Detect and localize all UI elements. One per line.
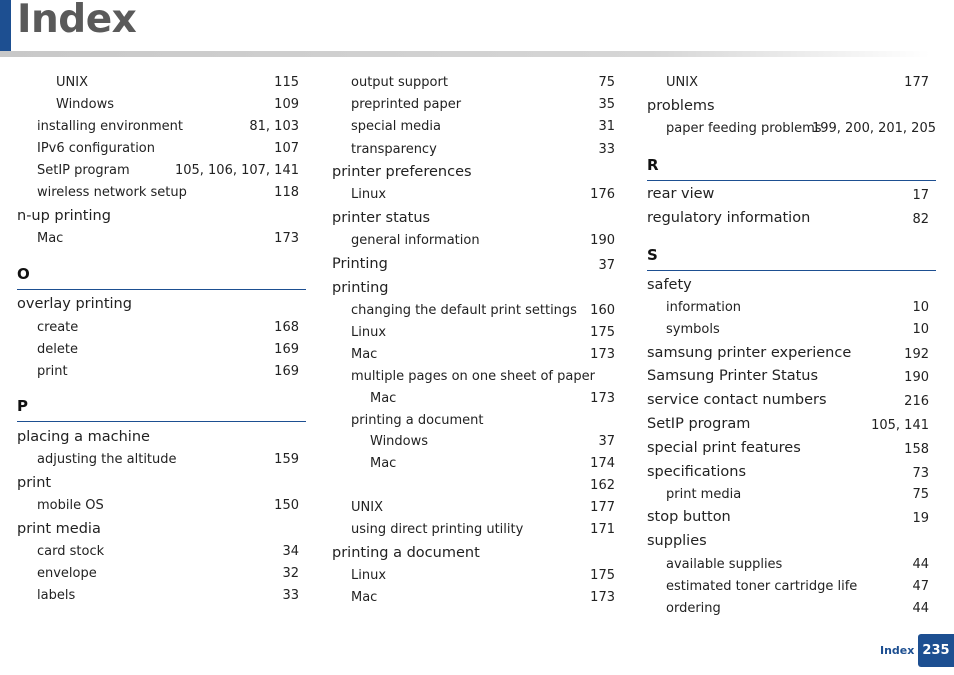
index-entry[interactable] xyxy=(17,544,306,564)
index-entry[interactable] xyxy=(332,325,615,345)
entry-label: Printing xyxy=(332,256,388,272)
index-entry[interactable] xyxy=(332,347,615,367)
section-divider xyxy=(647,180,936,181)
index-heading xyxy=(332,164,615,184)
index-entry[interactable] xyxy=(332,256,615,276)
entry-pages: 37 xyxy=(598,434,615,449)
entry-label: UNIX xyxy=(666,75,698,90)
entry-pages: 158 xyxy=(904,442,929,457)
index-entry[interactable] xyxy=(17,185,306,205)
entry-pages: 73 xyxy=(912,466,929,481)
entry-pages: 33 xyxy=(282,588,299,603)
entry-label: wireless network setup xyxy=(37,185,187,200)
index-entry[interactable] xyxy=(647,579,936,599)
page-title: Index xyxy=(17,0,137,42)
entry-pages: 31 xyxy=(598,119,615,134)
entry-label: Windows xyxy=(370,434,429,449)
index-entry[interactable] xyxy=(17,452,306,472)
index-entry[interactable] xyxy=(332,456,615,476)
entry-label: estimated toner cartridge life xyxy=(666,579,858,594)
entry-label: symbols xyxy=(666,322,720,337)
entry-pages: 199, 200, 201, 205 xyxy=(811,121,936,136)
entry-label: print media xyxy=(17,521,101,537)
entry-pages: 107 xyxy=(274,141,299,156)
index-heading xyxy=(17,521,306,541)
index-entry[interactable] xyxy=(647,345,936,365)
index-entry[interactable] xyxy=(332,97,615,117)
entry-pages: 175 xyxy=(590,325,615,340)
index-heading xyxy=(17,475,306,495)
entry-pages: 10 xyxy=(912,300,929,315)
index-heading xyxy=(17,208,306,228)
index-entry[interactable] xyxy=(647,368,936,388)
entry-label: n-up printing xyxy=(17,208,111,224)
entry-pages: 173 xyxy=(590,590,615,605)
entry-label: Samsung Printer Status xyxy=(647,368,819,384)
entry-pages: 174 xyxy=(590,456,615,471)
entry-pages: 190 xyxy=(590,233,615,248)
entry-label: safety xyxy=(647,277,692,293)
entry-label: card stock xyxy=(37,544,105,559)
entry-label: adjusting the altitude xyxy=(37,452,177,467)
entry-label: multiple pages on one sheet of paper xyxy=(351,369,595,384)
entry-pages: 44 xyxy=(912,557,929,572)
index-entry[interactable] xyxy=(332,391,615,411)
entry-label: using direct printing utility xyxy=(351,522,524,537)
footer-label: Index xyxy=(880,644,915,657)
entry-pages: 216 xyxy=(904,394,929,409)
entry-label: mobile OS xyxy=(37,498,104,513)
entry-label: create xyxy=(37,320,79,335)
entry-label: Windows xyxy=(56,97,115,112)
index-heading xyxy=(332,280,615,300)
entry-pages: 162 xyxy=(590,478,615,493)
index-entry[interactable] xyxy=(17,364,306,384)
section-divider xyxy=(17,289,306,290)
index-entry[interactable] xyxy=(332,233,615,253)
section-divider xyxy=(647,270,936,271)
entry-label: output support xyxy=(351,75,448,90)
section-divider xyxy=(17,421,306,422)
entry-pages: 75 xyxy=(912,487,929,502)
entry-label: general information xyxy=(351,233,480,248)
entry-label: printing xyxy=(332,280,389,296)
entry-label: special media xyxy=(351,119,441,134)
entry-pages: 160 xyxy=(590,303,615,318)
entry-pages: 190 xyxy=(904,370,929,385)
index-entry[interactable] xyxy=(332,478,615,498)
entry-label: SetIP program xyxy=(647,416,751,432)
index-entry[interactable] xyxy=(647,487,936,507)
index-entry[interactable] xyxy=(647,464,936,484)
entry-pages: 177 xyxy=(590,500,615,515)
index-heading xyxy=(332,369,615,389)
index-entry[interactable] xyxy=(647,300,936,320)
index-entry[interactable] xyxy=(647,416,936,436)
entry-pages: 159 xyxy=(274,452,299,467)
page-number-badge: 235 xyxy=(918,634,954,667)
entry-label: samsung printer experience xyxy=(647,345,852,361)
index-entry[interactable] xyxy=(647,210,936,230)
entry-label: delete xyxy=(37,342,78,357)
entry-label: installing environment xyxy=(37,119,183,134)
entry-pages: 81, 103 xyxy=(249,119,299,134)
entry-pages: 175 xyxy=(590,568,615,583)
entry-label: specifications xyxy=(647,464,747,480)
entry-label: Mac xyxy=(351,590,378,605)
section-letter-p: P xyxy=(17,397,28,415)
entry-label: print xyxy=(17,475,52,491)
index-heading xyxy=(332,413,615,433)
entry-label: regulatory information xyxy=(647,210,811,226)
entry-pages: 35 xyxy=(598,97,615,112)
entry-label: changing the default print settings xyxy=(351,303,577,318)
index-entry[interactable] xyxy=(17,320,306,340)
index-entry[interactable] xyxy=(332,142,615,162)
entry-pages: 105, 106, 107, 141 xyxy=(174,163,299,178)
entry-label: printer status xyxy=(332,210,431,226)
entry-label: transparency xyxy=(351,142,437,157)
entry-pages: 19 xyxy=(912,511,929,526)
entry-label: information xyxy=(666,300,742,315)
index-entry[interactable] xyxy=(17,141,306,161)
entry-pages: 47 xyxy=(912,579,929,594)
index-entry[interactable] xyxy=(332,303,615,323)
index-entry[interactable] xyxy=(332,568,615,588)
entry-pages: 169 xyxy=(274,342,299,357)
entry-label: stop button xyxy=(647,509,731,525)
index-entry[interactable] xyxy=(647,440,936,460)
index-heading xyxy=(17,296,306,316)
entry-pages: 105, 141 xyxy=(871,418,929,433)
entry-label: IPv6 configuration xyxy=(37,141,156,156)
entry-pages: 118 xyxy=(274,185,299,200)
entry-label: Linux xyxy=(351,568,387,583)
index-entry[interactable] xyxy=(17,566,306,586)
index-heading xyxy=(332,210,615,230)
entry-label: printing a document xyxy=(351,413,484,428)
entry-pages: 192 xyxy=(904,347,929,362)
entry-label: ordering xyxy=(666,601,721,616)
entry-label: print xyxy=(37,364,68,379)
entry-label: Linux xyxy=(351,187,387,202)
entry-label: SetIP program xyxy=(37,163,130,178)
entry-pages: 177 xyxy=(904,75,929,90)
index-entry[interactable] xyxy=(332,75,615,95)
entry-pages: 115 xyxy=(274,75,299,90)
entry-pages: 10 xyxy=(912,322,929,337)
entry-pages: 34 xyxy=(282,544,299,559)
index-heading xyxy=(17,429,306,449)
entry-pages: 82 xyxy=(912,212,929,227)
entry-label: Mac xyxy=(351,347,378,362)
entry-label: overlay printing xyxy=(17,296,132,312)
index-entry[interactable] xyxy=(17,342,306,362)
index-entry[interactable] xyxy=(647,392,936,412)
entry-pages: 169 xyxy=(274,364,299,379)
entry-pages: 17 xyxy=(912,188,929,203)
index-entry[interactable] xyxy=(332,187,615,207)
entry-label: paper feeding problems xyxy=(666,121,822,136)
index-entry[interactable] xyxy=(17,588,306,608)
entry-label: available supplies xyxy=(666,557,783,572)
index-entry[interactable] xyxy=(17,97,306,117)
index-entry[interactable] xyxy=(647,322,936,342)
entry-pages: 109 xyxy=(274,97,299,112)
entry-label: preprinted paper xyxy=(351,97,462,112)
entry-pages: 37 xyxy=(598,258,615,273)
index-heading xyxy=(647,533,936,553)
index-heading xyxy=(332,545,615,565)
index-entry[interactable] xyxy=(17,498,306,518)
entry-pages: 173 xyxy=(590,347,615,362)
index-entry[interactable] xyxy=(647,186,936,206)
entry-label: UNIX xyxy=(56,75,88,90)
entry-pages: 32 xyxy=(282,566,299,581)
index-entry[interactable] xyxy=(332,522,615,542)
entry-label: special print features xyxy=(647,440,801,456)
entry-label: Mac xyxy=(370,391,397,406)
index-entry[interactable] xyxy=(17,231,306,251)
index-entry[interactable] xyxy=(647,121,936,141)
entry-label: Linux xyxy=(351,325,387,340)
index-entry[interactable] xyxy=(17,119,306,139)
entry-label: labels xyxy=(37,588,76,603)
index-entry[interactable] xyxy=(17,75,306,95)
title-accent-bar xyxy=(0,0,11,54)
index-entry[interactable] xyxy=(647,509,936,529)
entry-label: placing a machine xyxy=(17,429,150,445)
entry-label: rear view xyxy=(647,186,715,202)
entry-pages: 75 xyxy=(598,75,615,90)
index-entry[interactable] xyxy=(332,434,615,454)
index-entry[interactable] xyxy=(647,601,936,621)
entry-label: printer preferences xyxy=(332,164,472,180)
entry-pages: 168 xyxy=(274,320,299,335)
entry-pages: 176 xyxy=(590,187,615,202)
index-heading xyxy=(647,277,936,297)
index-entry[interactable] xyxy=(332,500,615,520)
entry-pages: 33 xyxy=(598,142,615,157)
title-divider xyxy=(0,51,930,57)
index-entry[interactable] xyxy=(647,75,936,95)
index-entry[interactable] xyxy=(332,119,615,139)
section-letter-o: O xyxy=(17,265,30,283)
entry-pages: 173 xyxy=(590,391,615,406)
entry-pages: 171 xyxy=(590,522,615,537)
entry-pages: 150 xyxy=(274,498,299,513)
entry-label: Mac xyxy=(370,456,397,471)
section-letter-s: S xyxy=(647,246,658,264)
section-letter-r: R xyxy=(647,156,659,174)
entry-label: supplies xyxy=(647,533,707,549)
index-entry[interactable] xyxy=(17,163,306,183)
index-entry[interactable] xyxy=(332,590,615,610)
index-heading xyxy=(647,98,936,118)
entry-label: Mac xyxy=(37,231,64,246)
entry-label: UNIX xyxy=(351,500,383,515)
entry-label: printing a document xyxy=(332,545,480,561)
entry-label: print media xyxy=(666,487,742,502)
entry-label: envelope xyxy=(37,566,97,581)
entry-label: problems xyxy=(647,98,715,114)
index-entry[interactable] xyxy=(647,557,936,577)
entry-pages: 173 xyxy=(274,231,299,246)
entry-pages: 44 xyxy=(912,601,929,616)
entry-label: service contact numbers xyxy=(647,392,827,408)
